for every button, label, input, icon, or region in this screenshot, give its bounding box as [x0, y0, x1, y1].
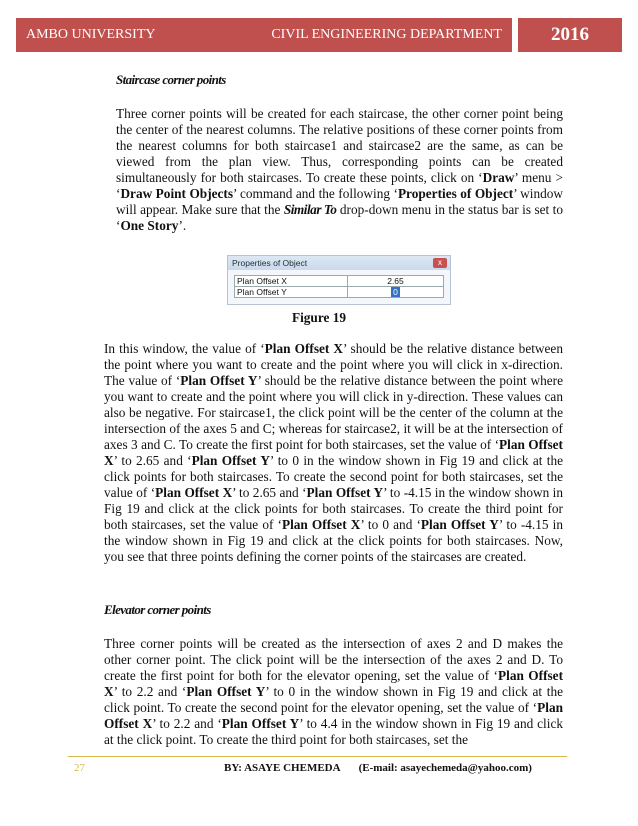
text-run: ’ to 0 in the window shown in Fig 19 and click at the click points for both staircases. To create the second point for both staircases, set the value of ‘ — [104, 453, 563, 500]
paragraph-staircase-intro — [116, 106, 563, 234]
bold-term: One Story — [120, 218, 179, 233]
section-title-staircase: Staircase corner points — [116, 72, 226, 87]
header-bar — [16, 18, 512, 52]
paragraph-elevator — [104, 636, 563, 748]
row-label: Plan Offset X — [235, 276, 348, 286]
section-staircase — [116, 72, 563, 234]
bold-term: Draw — [482, 170, 515, 185]
dialog-grid — [228, 270, 450, 298]
text-run: drop-down menu in the status bar is set to ‘ — [116, 202, 563, 233]
bold-term: Plan Offset X — [155, 485, 233, 500]
bold-term: Draw Point Objects — [120, 186, 234, 201]
footer-author: BY: ASAYE CHEMEDA — [224, 762, 341, 774]
text-run: ’ command and the following ‘ — [233, 186, 398, 201]
figure-caption: Figure 19 — [291, 310, 347, 325]
plan-offset-y-input[interactable] — [348, 287, 443, 297]
text-run: Three corner points will be created as the intersection of axes 2 and D makes the other corner point. The click point will be the intersection of the axes 2 and D. To create the first point for both for the elevator opening, set the value of ‘ — [104, 636, 563, 683]
header-year: 2016 — [518, 18, 622, 52]
university-name: AMBO UNIVERSITY — [26, 27, 156, 42]
text-run: ’ should be the relative distance between the point where you want to create and the point where you will click in x-direction. The value of ‘ — [104, 341, 563, 388]
text-run: ’ to 2.65 and ‘ — [232, 485, 307, 500]
section-elevator — [104, 602, 563, 748]
text-run: ’ to -4.15 in the window shown in Fig 19 and click at the click points for both staircases. To create the third point for both staircases, set the value of ‘ — [104, 485, 563, 532]
section-title-elevator: Elevator corner points — [104, 602, 211, 617]
text-run: ’ to 0 in the window shown in Fig 19 and click at the click point. To create the second point for the elevator opening, set the value of ‘ — [104, 684, 563, 715]
plan-offset-x-input[interactable]: 2.65 — [387, 276, 404, 286]
bold-term: Plan Offset X — [104, 700, 563, 731]
close-icon[interactable]: x — [433, 258, 447, 268]
text-run: ’ window will appear. Make sure that the — [116, 186, 563, 217]
dialog-titlebar — [228, 256, 450, 270]
bold-term: Plan Offset X — [281, 517, 361, 532]
page-number: 27 — [74, 762, 85, 774]
bold-term: Plan Offset X — [104, 668, 563, 699]
properties-of-object-dialog — [227, 255, 451, 305]
footer-divider — [68, 756, 567, 757]
department-name: CIVIL ENGINEERING DEPARTMENT — [271, 27, 502, 42]
text-run: ’ to 0 and ‘ — [360, 517, 421, 532]
row-plan-offset-x[interactable] — [234, 275, 444, 287]
bold-term: Plan Offset Y — [191, 453, 270, 468]
bold-term: Plan Offset Y — [306, 485, 384, 500]
dialog-title: Properties of Object — [232, 258, 308, 268]
selected-value: 0 — [393, 287, 398, 297]
text-run: ’. — [178, 218, 187, 233]
bold-term: Plan Offset Y — [180, 373, 258, 388]
text-run: ’ to 2.2 and ‘ — [113, 684, 187, 699]
bold-term: Plan Offset X — [264, 341, 344, 356]
bold-term: Plan Offset Y — [186, 684, 266, 699]
text-run: ’ to -4.15 in the window shown in Fig 19 and click at the click points for both staircases. Now, you see that three points defining the corner points of the staircases are created. — [104, 517, 564, 564]
text-run: ’ to 4.4 in the window shown in Fig 19 and click at the click point. To create the third point for both staircases, set the — [104, 716, 563, 747]
text-run: ’ to 2.65 and ‘ — [113, 453, 192, 468]
text-run: In this window, the value of ‘ — [104, 341, 265, 356]
italic-term: Similar To — [283, 202, 337, 217]
text-run: ’ to 2.2 and ‘ — [152, 716, 222, 731]
bold-term: Plan Offset Y — [221, 716, 300, 731]
bold-term: Plan Offset Y — [420, 517, 499, 532]
paragraph-plan-offset — [104, 341, 563, 565]
text-run: ’ menu > ‘ — [116, 170, 563, 201]
footer-email: (E-mail: asayechemeda@yahoo.com) — [358, 762, 532, 774]
page-footer — [68, 760, 567, 776]
text-run: ’ should be the relative distance between the point where you want to create and the point where you will click in y-direction. These values can also be negative. For staircase1, the click point will be the center of the column at the intersection of the axes 5 and C; whereas for staircase2, it will be at the intersection of axes 3 and C. To create the first point for both staircases, set the value of ‘ — [104, 373, 563, 452]
bold-term: Plan Offset X — [104, 437, 563, 468]
bold-term: Properties of Object — [397, 186, 514, 201]
page-header — [16, 18, 622, 52]
text-run: Three corner points will be created for each staircase, the other corner point being the center of the nearest columns. The relative positions of these corner points from the nearest columns for both staircase1 and staircase2 are the same, as can be viewed from the plan view. Thus, corresponding points can be created simultaneously for both staircases. To create these points, click on ‘ — [116, 106, 563, 185]
row-label: Plan Offset Y — [235, 287, 348, 297]
row-plan-offset-y[interactable] — [234, 287, 444, 298]
